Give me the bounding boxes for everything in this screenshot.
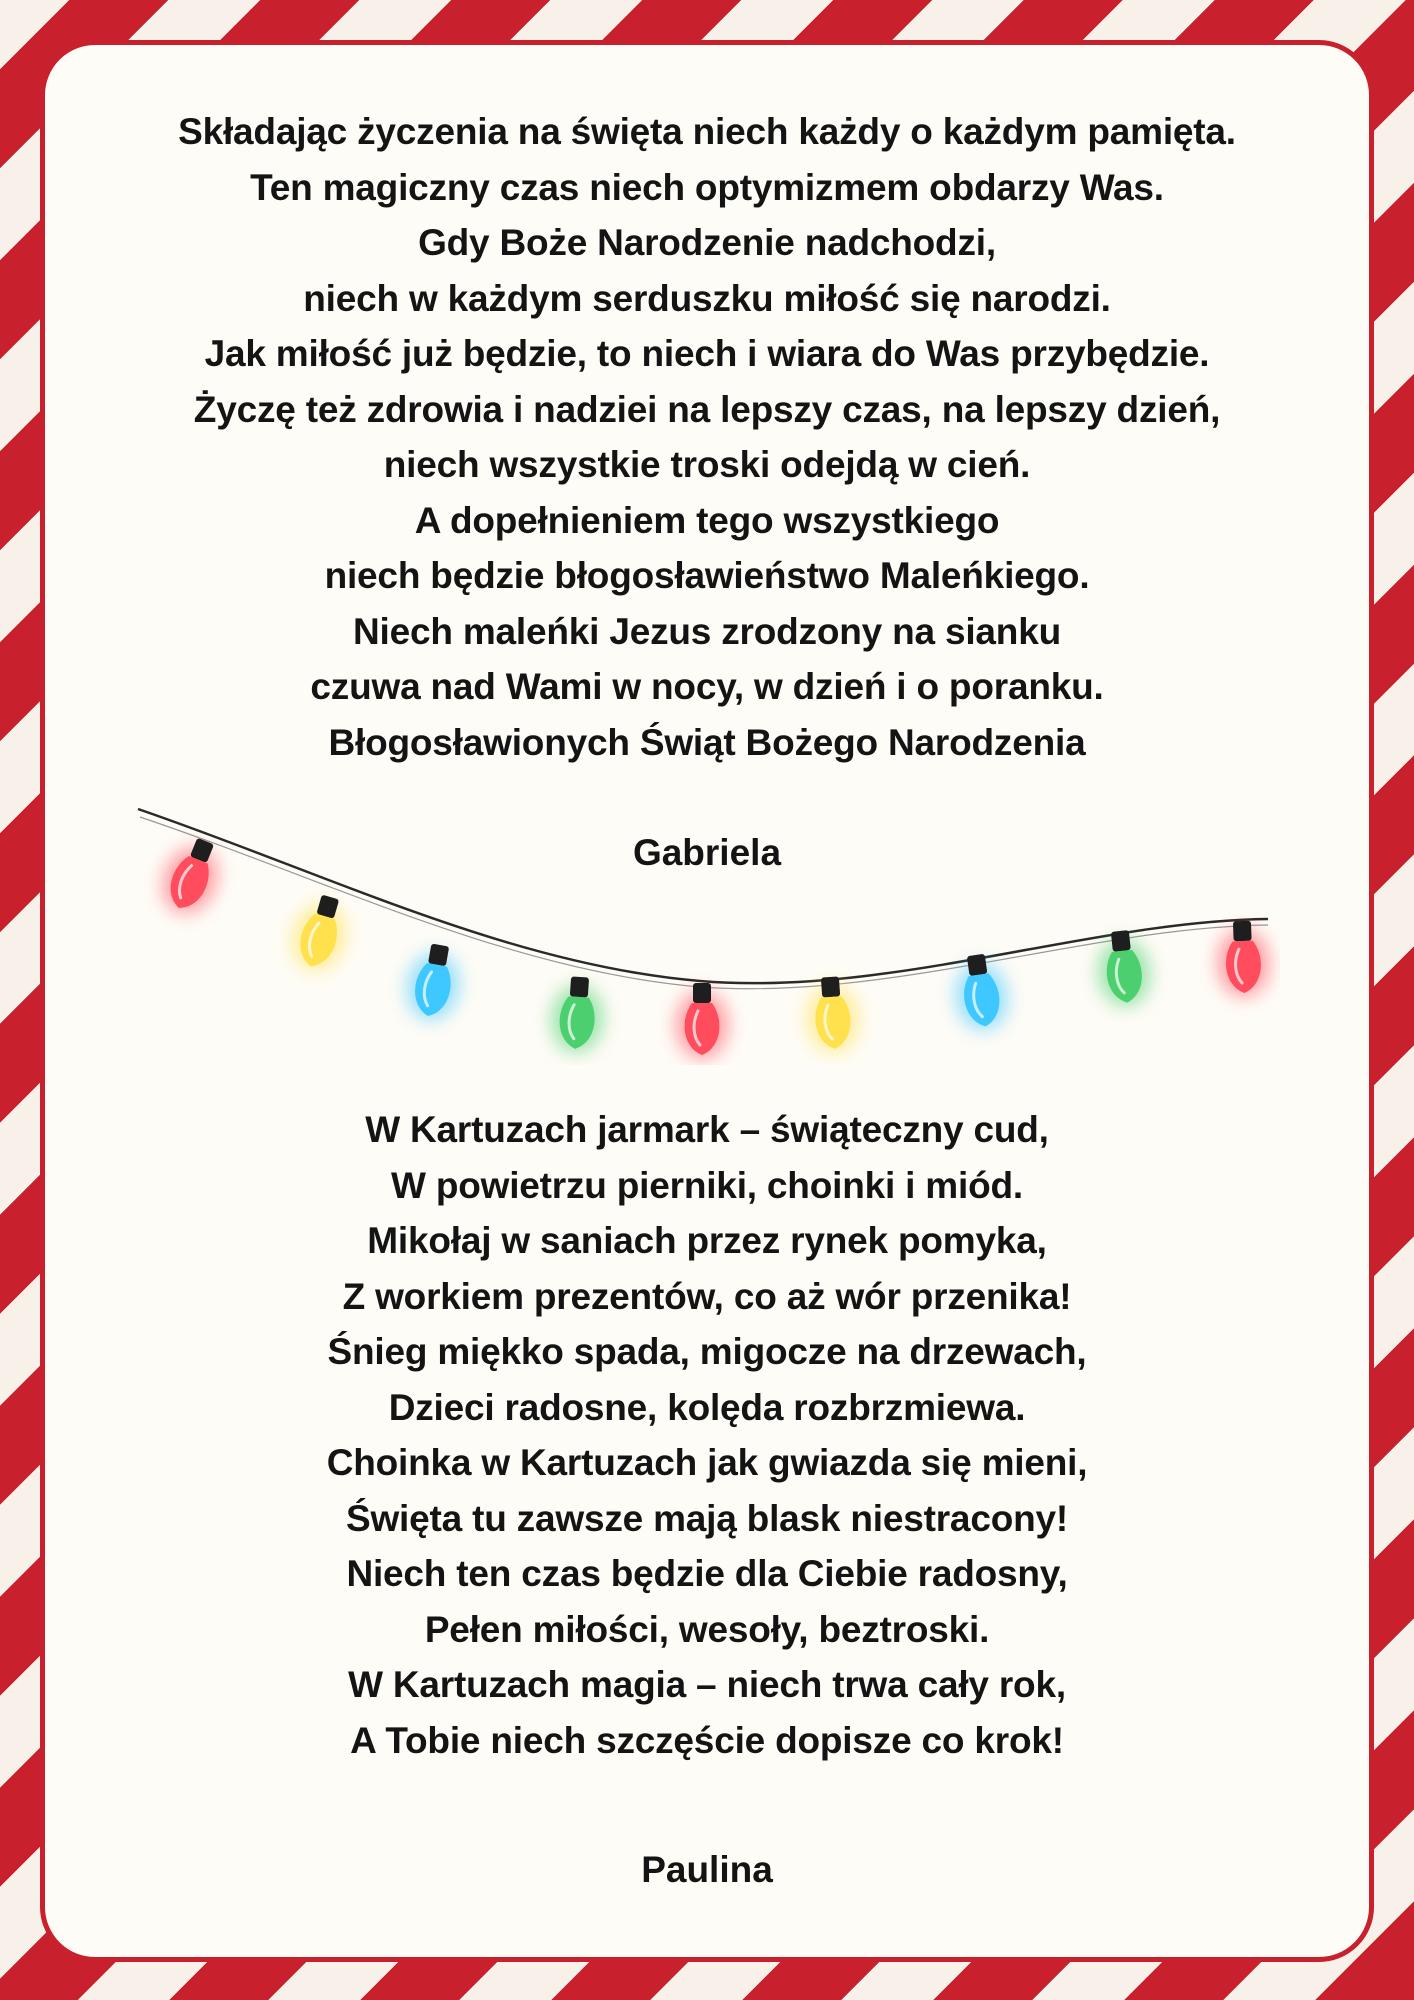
poem-1-line: Błogosławionych Świąt Bożego Narodzenia	[328, 721, 1086, 763]
poem-2-line: Pełen miłości, wesoły, beztroski.	[424, 1608, 990, 1650]
light-bulb-icon	[804, 975, 861, 1054]
poem-2	[40, 1102, 1374, 1768]
poem-1-line: Życzę też zdrowia i nadziei na lepszy czas, na lepszy dzień,	[193, 388, 1221, 430]
poem-1-line: niech wszystkie troski odejdą w cień.	[383, 444, 1031, 485]
poem-1-line: Jak miłość już będzie, to niech i wiara do Was przybędzie.	[204, 333, 1210, 374]
poem-1	[40, 104, 1374, 770]
poem-1-line: Ten magiczny czas niech optymizmem obdarzy Was.	[250, 166, 1164, 208]
light-bulb-icon	[950, 951, 1012, 1033]
light-bulb-icon	[676, 983, 728, 1059]
signature-paulina: Paulina	[641, 1849, 773, 1890]
poem-1-line: Niech maleńki Jezus zrodzony na sianku	[353, 610, 1061, 652]
light-bulb-icon	[1094, 928, 1154, 1009]
light-bulb-icon	[402, 941, 466, 1025]
poem-2-line: W Kartuzach magia – niech trwa cały rok,	[348, 1664, 1066, 1705]
poem-1-line: niech będzie błogosławieństwo Maleńkiego.	[324, 555, 1090, 596]
poem-2-line: Śnieg miękko spada, migocze na drzewach,	[327, 1331, 1087, 1372]
poem-2-line: Z workiem prezentów, co aż wór przenika!	[342, 1275, 1072, 1317]
poem-2-line: Święta tu zawsze mają blask niestracony!	[345, 1497, 1068, 1539]
light-bulb-icon	[1216, 920, 1271, 998]
poem-2-line: A Tobie niech szczęście dopisze co krok!	[350, 1719, 1064, 1761]
poem-1-line: czuwa nad Wami w nocy, w dzień i o poranku.	[310, 666, 1104, 707]
signature-gabriela: Gabriela	[632, 832, 782, 873]
poem-2-line: Choinka w Kartuzach jak gwiazda się mieni,	[326, 1442, 1088, 1483]
poem-1-line: niech w każdym serduszku miłość się narodzi.	[303, 277, 1111, 319]
poem-2-line: W powietrzu pierniki, choinki i miód.	[391, 1164, 1023, 1206]
poem-1-line: Składając życzenia na święta niech każdy o każdym pamięta.	[178, 111, 1236, 152]
poem-2-line: W Kartuzach jarmark – świąteczny cud,	[365, 1109, 1049, 1150]
poem-1-line: A dopełnieniem tego wszystkiego	[414, 499, 1000, 541]
poem-1-line: Gdy Boże Narodzenie nadchodzi,	[418, 222, 996, 263]
poem-2-line: Mikołaj w saniach przez rynek pomyka,	[367, 1220, 1047, 1261]
poem-2-line: Dzieci radosne, kolęda rozbrzmiewa.	[388, 1386, 1026, 1428]
poem-2-line: Niech ten czas będzie dla Ciebie radosny,	[346, 1553, 1068, 1594]
light-bulb-icon	[285, 890, 356, 977]
light-bulb-icon	[549, 975, 606, 1054]
